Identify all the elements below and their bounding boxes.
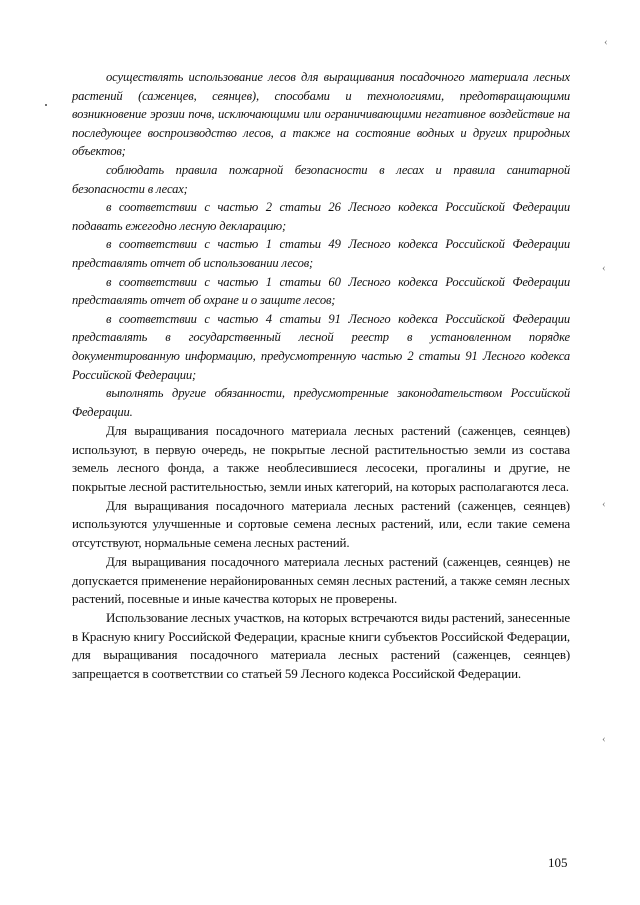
paragraph-obligation-use-report: в соответствии с частью 1 статьи 49 Лесного кодекса Российской Федерации представлять отчет об использовании лесов; — [72, 237, 570, 270]
paragraph-obligation-forest-use: осуществлять использование лесов для выращивания посадочного материала лесных растений (саженцев, сеянцев), способами и технологиями, предотвращающими возникновение эрозии почв, исключающими или ограничивающими негативное воздействие на последующее воспроизводство лесов, а также на состояние водных и других природных объектов; — [72, 70, 570, 159]
paragraph-seed-restrictions: Для выращивания посадочного материала лесных растений (саженцев, сеянцев) не допускается применение нерайонированных семян лесных растений, а также семян лесных растений, посевные и иные качества которых не проверены. — [72, 554, 570, 606]
paragraph-obligation-forest-register: в соответствии с частью 4 статьи 91 Лесного кодекса Российской Федерации представлять в государственный лесной реестр в установленном порядке документированную информацию, предусмотренную частью 2 статьи 91 Лесного кодекса Российской Федерации; — [72, 311, 570, 382]
paragraph-obligation-other-duties: выполнять другие обязанности, предусмотренные законодательством Российской Федерации. — [72, 386, 570, 419]
page-number: 105 — [548, 855, 568, 870]
scan-speck — [45, 104, 47, 106]
paragraph-obligation-declaration: в соответствии с частью 2 статьи 26 Лесного кодекса Российской Федерации подавать ежегодно лесную декларацию; — [72, 200, 570, 233]
paragraph-seed-quality: Для выращивания посадочного материала лесных растений (саженцев, сеянцев) используются улучшенные и сортовые семена лесных растений, или, если такие семена отсутствуют, нормальные семена лесных растений. — [72, 497, 570, 550]
paragraph-obligation-fire-safety: соблюдать правила пожарной безопасности в лесах и правила санитарной безопасности в лесах; — [72, 162, 570, 196]
scan-mark: ‹ — [604, 36, 608, 48]
scan-mark: ‹ — [602, 498, 606, 510]
document-page — [72, 68, 570, 683]
scan-mark: ‹ — [602, 262, 606, 274]
paragraph-land-use: Для выращивания посадочного материала лесных растений (саженцев, сеянцев) используют, в первую очередь, не покрытые лесной растительностью земли из состава земель лесного фонда, а также необлесившиеся лесосеки, прогалины и другие, не покрытые лесной растительностью, земли иных категорий, на которых располагаются леса. — [72, 423, 570, 494]
paragraph-red-book-restriction: Использование лесных участков, на которых встречаются виды растений, занесенные в Красную книгу Российской Федерации, красные книги субъектов Российской Федерации, для выращивания посадочного материала лесных растений (саженцев, сеянцев) запрещается в соответствии со статьей 59 Лесного кодекса Российской Федерации. — [72, 610, 570, 681]
scan-mark: ‹ — [602, 733, 606, 745]
paragraph-obligation-protection-report: в соответствии с частью 1 статьи 60 Лесного кодекса Российской Федерации представлять отчет об охране и о защите лесов; — [72, 274, 570, 308]
